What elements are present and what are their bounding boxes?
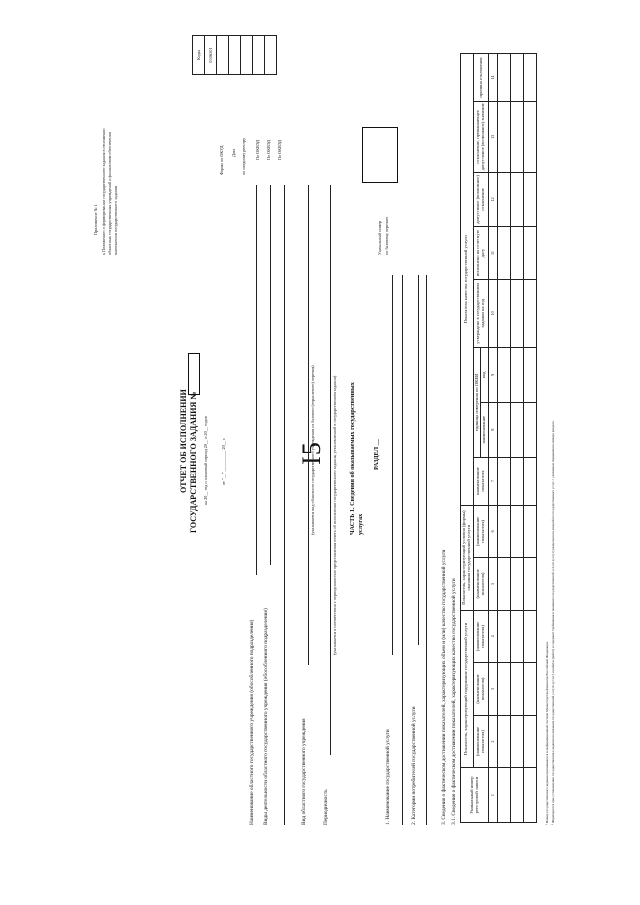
approved-header: утверждено в государственном задании на год	[473, 279, 489, 347]
institution-label: Наименование областного государственного учреждения (обособленного подразделения)	[249, 619, 255, 825]
col-num-3: 3	[489, 663, 498, 716]
okved-cell-2[interactable]	[253, 36, 265, 75]
type-hint: (указывается вид областного государственного учреждения из базового (отраслевого) перечня)	[310, 365, 315, 535]
executed-header: исполнено на отчетную дату	[473, 227, 489, 280]
col-content: Показатель, характеризующий содержание государственной услуги	[461, 610, 474, 768]
consumers-label: 2. Категории потребителей государственной услуги	[411, 706, 417, 825]
codes-header: Коды	[193, 36, 205, 75]
type-label: Вид областного государственного учреждения	[301, 718, 307, 825]
deviation-header: отклонение, превышающее допустимое (возможное) значение	[473, 102, 489, 172]
service-name-label: 1. Наименование государственной услуги	[385, 729, 391, 825]
by-base-list-label: по базовому перечню	[384, 216, 389, 255]
page-number: I5	[296, 441, 326, 465]
footnote-1: ¹ Номер государственного задания присваивается в информационной системе Министерства финансов Российской Федерации.	[545, 641, 549, 825]
okud-value: 0506501	[205, 36, 217, 75]
codes-table	[192, 35, 277, 113]
okud-label: Форма по ОКУД	[219, 145, 224, 175]
col-num-7: 7	[489, 457, 498, 505]
activities-label: Виды деятельности областного государственного учреждения (обособленного подразделения)	[263, 608, 269, 825]
unit-header: единица измерения по ОКЕИ	[473, 347, 481, 457]
unique-number-label: Уникальный номер	[377, 220, 382, 255]
appendix-line2: областных государственных учреждений и финансовом обеспечении	[107, 131, 112, 255]
okved-cell-3[interactable]	[265, 36, 277, 75]
section-label: РАЗДЕЛ __	[373, 439, 380, 470]
periodicity-label: Периодичность	[323, 789, 329, 825]
report-title-line1: ОТЧЕТ ОБ ИСПОЛНЕНИИ	[179, 389, 188, 493]
unit-code-header: код	[481, 347, 489, 402]
report-sheet	[80, 35, 560, 865]
quality-table	[460, 53, 537, 823]
report-date: от "__" __________ 20__ г.	[221, 437, 226, 485]
unique-number-box[interactable]	[362, 127, 398, 183]
registry-cell[interactable]	[229, 36, 241, 75]
consumers-line[interactable]	[418, 275, 419, 645]
allowed-header: допустимое (возможное) отклонение	[473, 172, 489, 227]
service-name-line[interactable]	[392, 275, 393, 655]
table-row	[524, 54, 537, 823]
appendix-title: Приложение № 1	[93, 204, 98, 235]
report-period: на 20__ год и плановый период 20__ и 20__ годов	[203, 416, 208, 505]
col-num-1: 1	[489, 768, 498, 823]
col-num-14: 14	[489, 54, 498, 102]
periodicity-hint: (указывается в соответствии с периодичностью представления отчета об исполнении государственного задания, установленной в государственном задании)	[332, 375, 337, 655]
table-row	[511, 54, 524, 823]
col-num-2: 2	[489, 715, 498, 768]
date-label: Дата	[231, 148, 236, 157]
col-num-5: 5	[489, 558, 498, 611]
col-num-6: 6	[489, 505, 498, 558]
unit-name-header: наименование	[481, 402, 489, 457]
type-line[interactable]	[308, 185, 309, 665]
report-number-box[interactable]	[188, 353, 200, 395]
col-num-9: 9	[489, 347, 498, 402]
quality-indicator-name: наименование показателя	[473, 457, 489, 505]
date-cell[interactable]	[217, 36, 229, 75]
content-indicator-2: (наименование показателя)	[473, 663, 489, 716]
report-title-line2: ГОСУДАРСТВЕННОГО ЗАДАНИЯ №	[189, 391, 198, 533]
facts-heading: 3. Сведения о фактическом достижении показателей, характеризующих объем и (или) качество государственной услуги	[441, 549, 447, 825]
condition-indicator-2: (наименование показателя)	[473, 505, 489, 558]
col-num-13: 13	[489, 102, 498, 172]
registry-label: по сводному реестру	[241, 137, 246, 175]
facts-quality-heading: 3.1. Сведения о фактическом достижении показателей, характеризующих качество государственной услуги	[451, 578, 457, 825]
col-num-10: 10	[489, 279, 498, 347]
col-conditions: Показатель, характеризующий условия (формы) оказания государственной услуги	[461, 505, 474, 610]
appendix-line1: к Положению о формировании государственного задания в отношении	[101, 128, 106, 255]
content-indicator-3: (наименование показателя)	[473, 610, 489, 663]
col-num-8: 8	[489, 402, 498, 457]
reason-header: причина отклонения	[473, 54, 489, 102]
institution-line[interactable]	[256, 185, 257, 575]
appendix-line3: выполнения государственного задания	[113, 186, 118, 255]
condition-indicator-1: (наименование показателя)	[473, 558, 489, 611]
part-title: ЧАСТЬ 1. Сведения об оказываемых государственных	[349, 382, 356, 535]
table-row	[498, 54, 511, 823]
activities-line-2[interactable]	[284, 185, 285, 825]
periodicity-line[interactable]	[330, 185, 331, 755]
consumers-line-2[interactable]	[426, 275, 427, 825]
col-num-4: 4	[489, 610, 498, 663]
part-title-2: услугах	[357, 513, 364, 535]
okved-label-2: По ОКВЭД	[266, 139, 271, 160]
activities-line[interactable]	[270, 185, 271, 565]
col-quality: Показатель качества государственной услуги	[461, 54, 474, 506]
col-unique-number: Уникальный номер реестровой записи	[461, 768, 489, 823]
service-name-line-2[interactable]	[402, 275, 403, 825]
okved-label-1: По ОКВЭД	[255, 139, 260, 160]
okved-label-3: По ОКВЭД	[277, 139, 282, 160]
okved-cell-1[interactable]	[241, 36, 253, 75]
content-indicator-1: (наименование показателя)	[473, 715, 489, 768]
col-num-12: 12	[489, 172, 498, 227]
col-num-11: 11	[489, 227, 498, 280]
footnote-2: ² Формируется при установлении государственного задания на оказание государственной услуги (услуг) и работы (работ) и содержит требования к оказанию государственной услуги (услуг) раздельно по каждой из государственных услуг с указанием порядкового номера раздела.	[551, 420, 555, 825]
